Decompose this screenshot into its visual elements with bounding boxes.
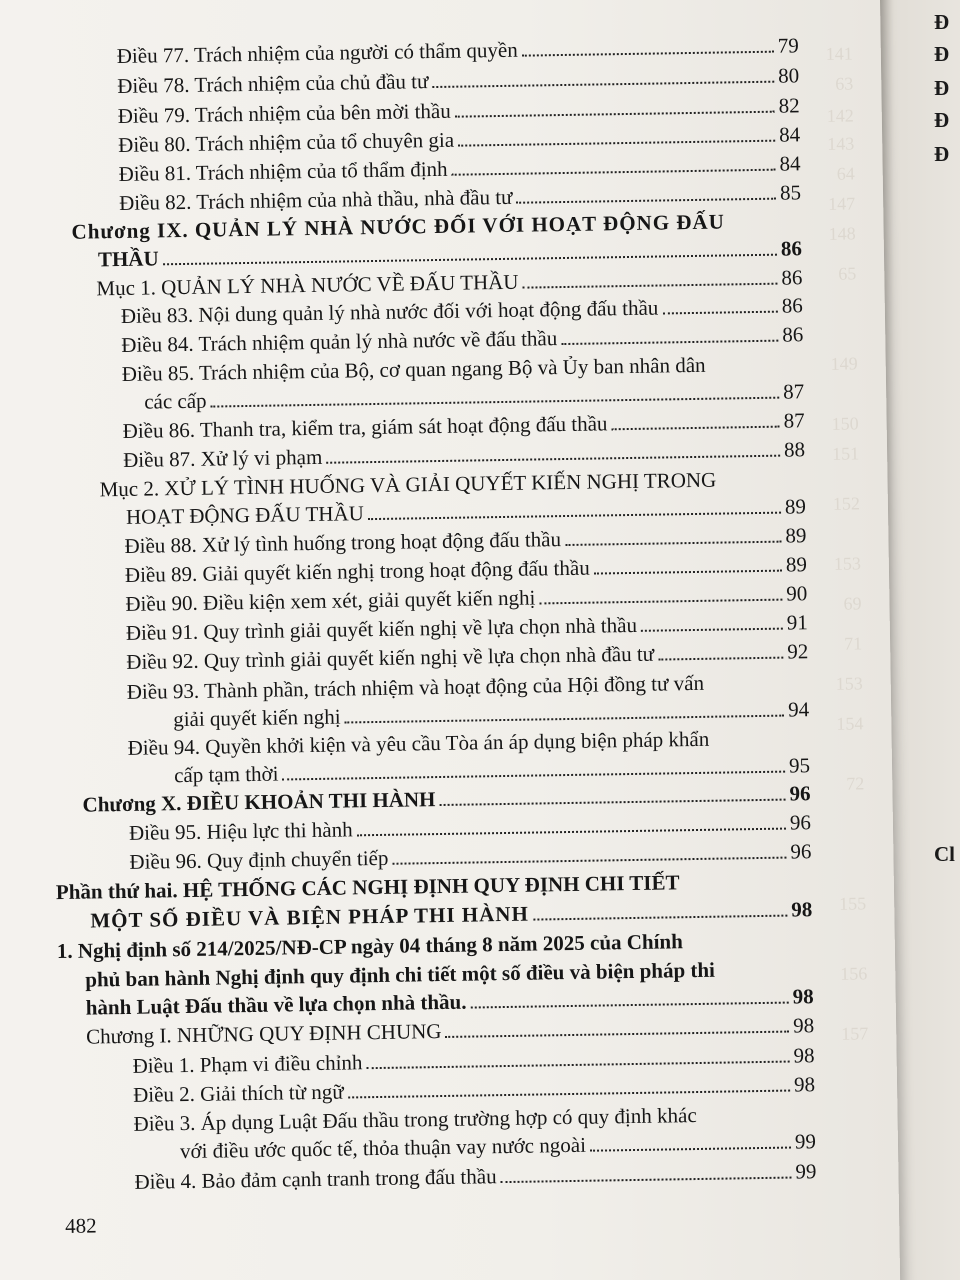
dot-leader — [523, 283, 778, 289]
toc-page-number: 89 — [785, 552, 808, 577]
toc-page-number: 88 — [783, 437, 806, 462]
toc-page-number: 96 — [789, 810, 812, 835]
dot-leader — [533, 915, 788, 921]
toc-entry-text: Điều 90. Điều kiện xem xét, giải quyết kiến nghị — [125, 585, 536, 616]
dot-leader — [539, 599, 782, 605]
bleed-through-number-text: 151 — [831, 443, 860, 464]
bleed-through-number-text: 142 — [826, 105, 854, 126]
toc-page-number: 84 — [779, 151, 801, 176]
toc-entry-text: Phần thứ hai. HỆ THỐNG CÁC NGHỊ ĐỊNH QUY ĐỊNH CHI TIẾT — [55, 870, 680, 905]
dot-leader — [432, 81, 774, 88]
toc-entry-text: Điều 77. Trách nhiệm của người có thẩm quyền — [116, 37, 518, 69]
dot-leader — [662, 311, 778, 315]
bleed-through-number-text: 152 — [832, 493, 861, 514]
dot-leader — [561, 340, 778, 345]
bleed-through-number-text: 141 — [825, 43, 853, 64]
toc-page-number: 98 — [791, 897, 813, 922]
toc-page-number: 84 — [778, 122, 801, 147]
toc-entry-text: Điều 91. Quy trình giải quyết kiến nghị về lựa chọn nhà thầu — [125, 612, 638, 645]
dot-leader — [517, 198, 777, 204]
toc-page-number: 95 — [788, 753, 811, 778]
toc-page-number: 98 — [793, 1043, 815, 1068]
facing-letter: Đ — [934, 76, 950, 100]
toc-page-number: 89 — [785, 523, 807, 548]
toc-entry — [134, 1158, 816, 1195]
toc-entry-text: Điều 85. Trách nhiệm của Bộ, cơ quan ngang Bộ và Ủy ban nhân dân — [121, 352, 706, 386]
facing-chapter-fragment: Cl — [934, 842, 955, 866]
dot-leader — [458, 140, 775, 147]
toc-entry-text: các cấp — [144, 388, 207, 414]
toc-entry-text: Điều 93. Thành phần, trách nhiệm và hoạt động của Hội đồng tư vấn — [126, 670, 705, 704]
toc-page-number: 96 — [789, 781, 811, 806]
toc-entry-text: với điều ước quốc tế, thỏa thuận vay nước ngoài — [179, 1132, 587, 1164]
toc-entry-text: Điều 2. Giải thích từ ngữ — [132, 1079, 344, 1107]
dot-leader — [367, 1061, 790, 1070]
bleed-through-number-text: 71 — [843, 633, 863, 654]
dot-leader — [368, 512, 781, 520]
toc-entry-text: Điều 92. Quy trình giải quyết kiến nghị về lựa chọn nhà đầu tư — [126, 641, 655, 674]
dot-leader — [446, 1031, 790, 1038]
toc-page-number: 90 — [786, 581, 808, 606]
toc-page-number: 86 — [782, 322, 804, 347]
toc-page-number: 80 — [777, 63, 800, 88]
dot-leader — [211, 397, 780, 408]
dot-leader — [326, 455, 780, 464]
toc-entry-text: Điều 80. Trách nhiệm của tổ chuyên gia — [117, 127, 455, 157]
toc-entry-text: Điều 1. Phạm vi điều chỉnh — [132, 1050, 363, 1078]
toc-entry-text: Điều 87. Xử lý vi phạm — [122, 444, 323, 472]
toc-page-number: 94 — [787, 697, 810, 722]
toc-page-number: 86 — [781, 293, 803, 318]
toc-entry-text: giải quyết kiến nghị — [173, 704, 341, 732]
toc-page-number: 89 — [784, 494, 807, 519]
toc-entry-text: phủ ban hành Nghị định quy định chi tiết một số điều và biện pháp thi — [85, 957, 716, 992]
toc-entry-text: Mục 2. XỬ LÝ TÌNH HUỐNG VÀ GIẢI QUYẾT KIẾN NGHỊ TRONG — [99, 467, 717, 502]
dot-leader — [594, 570, 782, 575]
bleed-through-number-text: 153 — [833, 553, 862, 574]
toc-page-number: 98 — [792, 984, 814, 1009]
dot-leader — [658, 657, 783, 661]
toc-page-number: 82 — [778, 93, 800, 118]
toc-page-number: 99 — [794, 1129, 817, 1154]
toc-entry-text: THẦU — [97, 246, 159, 272]
toc-page-number: 91 — [786, 610, 808, 635]
toc-page-number: 85 — [779, 180, 802, 205]
bleed-through-number-text: 63 — [835, 73, 854, 94]
bleed-through-number-text: 155 — [839, 893, 867, 914]
toc-entry-text: Chương X. ĐIỀU KHOẢN THI HÀNH — [82, 787, 436, 817]
toc-page-number: 87 — [783, 408, 805, 433]
bleed-through-number-text: 149 — [830, 353, 858, 374]
dot-leader — [452, 169, 776, 176]
dot-leader — [641, 628, 783, 632]
toc-entry-text: cấp tạm thời — [173, 761, 279, 788]
bleed-through-number-text: 143 — [827, 133, 855, 154]
dot-leader — [612, 426, 780, 431]
toc-entry-text: Điều 94. Quyền khởi kiện và yêu cầu Tòa án áp dụng biện pháp khẩn — [127, 726, 710, 760]
facing-letter: Đ — [934, 42, 950, 66]
toc-entry-text: Điều 79. Trách nhiệm của bên mời thầu — [117, 98, 451, 128]
toc-entry-text: Điều 96. Quy định chuyển tiếp — [129, 845, 389, 874]
toc-page-number: 92 — [787, 639, 809, 664]
dot-leader — [522, 51, 774, 57]
dot-leader — [565, 541, 781, 546]
toc-page-number: 86 — [781, 265, 803, 290]
dot-leader — [283, 771, 786, 781]
dot-leader — [455, 111, 775, 118]
bleed-through-number-text: 157 — [841, 1023, 869, 1044]
toc-page-number: 96 — [790, 839, 812, 864]
bleed-through-number-text: 72 — [846, 773, 865, 794]
toc-entry-text: Điều 81. Trách nhiệm của tổ thẩm định — [118, 156, 448, 186]
dot-leader — [163, 254, 777, 266]
bleed-through-number-text: 153 — [835, 673, 863, 694]
toc-entry-text: Điều 88. Xử lý tình huống trong hoạt động đấu thầu — [124, 527, 562, 558]
bleed-through-number-text: 154 — [836, 713, 864, 734]
bleed-through-number-text: 69 — [843, 593, 862, 614]
toc-entry-text: Mục 1. QUẢN LÝ NHÀ NƯỚC VỀ ĐẤU THẦU — [96, 269, 519, 301]
bleed-through-number-text: 156 — [840, 963, 868, 984]
dot-leader — [348, 1090, 790, 1099]
toc-entry-text: Chương I. NHỮNG QUY ĐỊNH CHUNG — [85, 1019, 442, 1049]
toc-entry-text: Điều 3. Áp dụng Luật Đấu thầu trong trường hợp có quy định khác — [133, 1103, 697, 1136]
facing-letter: Đ — [934, 142, 950, 166]
toc-page-number: 86 — [780, 236, 803, 261]
bleed-through-number-text: 148 — [828, 223, 856, 244]
bleed-through-number-text: 150 — [831, 413, 859, 434]
page-number: 482 — [64, 1213, 97, 1238]
dot-leader — [345, 715, 785, 724]
toc-entry-text: hành Luật Đấu thầu về lựa chọn nhà thầu. — [85, 989, 467, 1020]
dot-leader — [471, 1002, 789, 1009]
dot-leader — [357, 828, 786, 837]
facing-letter: Đ — [934, 10, 950, 34]
toc-entry-text: HOẠT ĐỘNG ĐẤU THẦU — [125, 501, 364, 529]
toc-entry-text: Điều 95. Hiệu lực thi hành — [128, 817, 353, 845]
toc-page-number: 98 — [793, 1072, 816, 1097]
dot-leader — [392, 857, 786, 865]
facing-letter: Đ — [934, 108, 950, 132]
toc-page-number: 87 — [782, 379, 805, 404]
toc-entry-text: Điều 89. Giải quyết kiến nghị trong hoạt động đấu thầu — [124, 555, 590, 587]
toc-page-number: 98 — [792, 1013, 815, 1038]
toc-entry-text: Điều 78. Trách nhiệm của chủ đầu tư — [117, 69, 429, 98]
dot-leader — [439, 799, 785, 806]
toc-entry-text: Điều 83. Nội dung quản lý nhà nước đối với hoạt động đấu thầu — [120, 295, 659, 328]
toc-entry-text: Chương IX. QUẢN LÝ NHÀ NƯỚC ĐỐI VỚI HOẠT ĐỘNG ĐẤU — [71, 209, 725, 244]
toc-entry-text: 1. Nghị định số 214/2025/NĐ-CP ngày 04 tháng 8 năm 2025 của Chính — [56, 929, 683, 964]
toc-entry-text: MỘT SỐ ĐIỀU VÀ BIỆN PHÁP THI HÀNH — [90, 901, 529, 933]
toc-page-number: 99 — [795, 1159, 817, 1184]
bleed-through-number-text: 147 — [828, 193, 856, 214]
dot-leader — [501, 1177, 792, 1184]
toc-entry-text: Điều 4. Bảo đảm cạnh tranh trong đấu thầu — [134, 1164, 497, 1194]
toc-page-number: 79 — [777, 33, 799, 58]
bleed-through-number-text: 64 — [836, 163, 855, 184]
toc-entry-text: Điều 82. Trách nhiệm của nhà thầu, nhà đầu tư — [118, 184, 513, 215]
toc-entry-text: Điều 86. Thanh tra, kiểm tra, giám sát hoạt động đấu thầu — [122, 411, 608, 443]
bleed-through-number-text: 65 — [838, 263, 857, 284]
toc-entry-text: Điều 84. Trách nhiệm quản lý nhà nước về đấu thầu — [121, 326, 558, 357]
dot-leader — [590, 1147, 791, 1152]
